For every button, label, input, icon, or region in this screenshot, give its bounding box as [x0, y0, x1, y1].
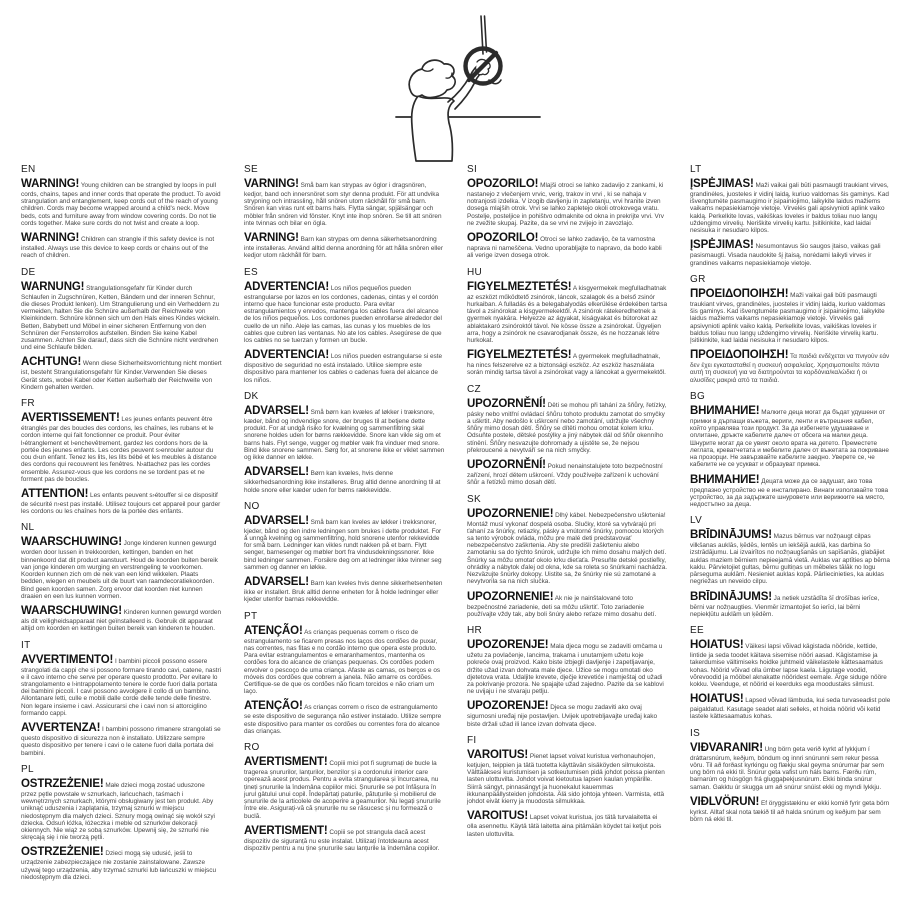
warning-title: WARNING! [21, 232, 80, 245]
warning-title: BRĪDINĀJUMS! [690, 529, 772, 542]
warning-paragraph [467, 749, 668, 805]
warning-paragraph [244, 232, 445, 259]
warning-body: I bambini possono rimanere strangolati se questo dispositivo di sicurezza non è installato. Utilizzare sempre questo dispositivo per tenere i cavi o le catene fuori dalla portata dei bambini. [21, 726, 221, 757]
warning-title: ADVARSEL! [244, 404, 309, 417]
warning-paragraph [690, 349, 891, 384]
warning-body: Jonge kinderen kunnen gewurgd worden door lussen in trekkoorden, kettingen, banden en het binnenkoord dat dit product aanstuurt. Houd de koorden buiten bereik van jonge kinderen om wurging en verstrengeling te voorkomen. Koorden kunnen zich om de nek van een kind wikkelen. Plaats bedden, wiegen en meubels uit de buurt van raamdecoratiekoorden. Bind geen koorden samen. Zorg ervoor dat koorden niet kunnen draaien en een lus kunnen vormen. [21, 540, 218, 600]
warning-body: Små barn kan kveles av løkker i trekksnorer, kjeder, bånd og den indre ledningen som brukes i dette produktet. For å unngå kvelning og sammenfiltring, hold snorene utenfor rekkevidde for små barn. Ledninger kan vikles rundt nakken på et barn. Flytt senger, barnesenger og møbler bort fra vindusdekningssnorer. Ikke bind ledninger sammen. Forsikre deg om at ledninger ikke tvinner seg sammen og danner en løkke. [244, 518, 442, 571]
warning-title: WARNUNG! [21, 280, 85, 293]
warning-paragraph [244, 405, 445, 461]
warning-title: ATENÇÃO! [244, 624, 303, 637]
warning-title: WAARSCHUWING! [21, 536, 122, 549]
language-section-es [244, 267, 445, 384]
warning-body: Ung börn geta verið kyrkt af lykkjum í dráttarsnúrum, keðjum, böndum og innri snúrunni sem rekur þessa vöru. Til að forðast kyrkingu og flækju skal geyma snúrurnar þar sem ung börn ná ekki til. Snúrur geta vafist um háls barns. Færðu rúm, barnarúm og húsgögn frá gluggaþekjusnúrum. Ekki binda snúrur saman. Gakktu úr skugga um að snúrur snúist ekki og myndi lykkju. [690, 745, 884, 791]
warning-title: AVVERTIMENTO! [21, 653, 114, 666]
language-code: EN [21, 164, 36, 175]
warning-title: AVERTISSEMENT! [21, 412, 120, 425]
warning-title: UPOZORNĚNÍ! [467, 397, 546, 410]
warning-paragraph [467, 810, 668, 837]
warning-title: ADVERTENCIA! [244, 280, 330, 293]
column-2 [244, 164, 445, 888]
column-4 [690, 164, 891, 888]
warning-paragraph [21, 654, 222, 718]
language-code: HR [467, 625, 483, 637]
warning-paragraph [244, 825, 445, 852]
warning-title: ĮSPĖJIMAS! [690, 178, 754, 190]
language-code: NL [21, 522, 35, 534]
warning-body: Wenn diese Sicherheitsvorrichtung nicht montiert ist, besteht Strangulationsgefahr für Kinder.Verwenden Sie dieses Gerät stets, wobei Kabel oder Ketten außerhalb der Reichweite von Kindern gehalten werden. [21, 360, 222, 391]
warning-paragraph [690, 474, 891, 509]
language-code: LT [690, 164, 702, 175]
warning-paragraph [21, 488, 222, 515]
language-section-hr [467, 625, 668, 728]
warning-body: Lapset voivat kuristua, jos tätä turvalaitetta ei olla asennettu. Käytä tätä laitetta aina pitämään köydet tai ketjut pois lasten ulottuvilta. [467, 814, 662, 838]
warning-body: Children can strangle if this safety device is not installed. Always use this device to keep cords or chains out of the reach of children. [21, 236, 215, 260]
language-code: PL [21, 763, 34, 775]
language-section-lv [690, 515, 891, 618]
language-code: RO [244, 742, 260, 754]
warning-paragraph [244, 700, 445, 735]
warning-paragraph [467, 281, 668, 345]
warning-title: FIGYELMEZTETÉS! [467, 280, 572, 293]
warning-body: Nesumontavus šio saugos įtaiso, vaikas gali pasismaugti. Visada naudokite šį įtaisą, norėdami laikyti virves ir grandines vaikams nepasiekiamoje vietoje. [690, 243, 881, 267]
warning-title: VARNING! [244, 232, 299, 245]
warning-title: HOIATUS! [690, 693, 744, 706]
warning-body: As crianças pequenas correm o risco de estrangulamento se ficarem presas nos laços dos cordões de puxar, nas correntes, nas fitas e no cordão interno que opera este produto. Para evitar estrangulamentos e emaranhamentos, mantenha os cordões fora do alcance de crianças pequenas. Os cordões podem envolver o pescoço de uma criança. Afaste as camas, os berços e os móveis dos cordões que cobrem a janela. Não amarre os cordões. Certifique-se de que os cordões não ficam torcidos e não criam um laço. [244, 628, 441, 696]
language-code: DE [21, 266, 36, 278]
warning-body: Mazus bērnus var nožņaugt cilpas vilkšanas auklās, ķēdēs, lentēs un iekšējā auklā, kas darbina šo izstrādājumu. Lai izvairītos no nožņaugšanās un sapīšanās, glabājiet auklas maziem bērniem nepieejamā vietā. Auklas var aptīties ap bērna kaklu. Pārvietojiet gultas, bērnu gultiņas un mēbeles tālāk no logu pārseguma auklām. Nesieniet auklas kopā. Pārliecinieties, ka auklas negriežas un neveido cilpu. [690, 533, 890, 586]
warning-paragraph [690, 742, 891, 791]
warning-paragraph [244, 349, 445, 384]
warning-paragraph [690, 796, 891, 823]
warning-body: As crianças correm o risco de estrangulamento se este dispositivo de segurança não estiver instalado. Utilize sempre este dispositivo para manter os cordões ou correntes fora do alcance das crianças. [244, 704, 442, 735]
warning-body: Børn kan kvæles, hvis denne sikkerhedsanordning ikke installeres. Brug altid denne anordning til at holde snore eller kæder uden for børns rækkevidde. [244, 470, 441, 494]
warning-body: Dzieci mogą się udusić, jeśli to urządzenie zabezpieczające nie zostanie zainstalowane. Zawsze używaj tego urządzenia, aby trzymać sznurki lub łańcuszki w miejscu niedostępnym dla dzieci. [21, 850, 216, 881]
warning-paragraph [21, 232, 222, 259]
language-section-no [244, 501, 445, 604]
language-section-sk [467, 494, 668, 619]
warning-paragraph [21, 281, 222, 352]
warning-title: ADVARSEL! [244, 576, 309, 589]
language-code: FI [467, 734, 477, 746]
warning-paragraph [467, 508, 668, 586]
language-section-is [690, 728, 891, 824]
warning-title: ADVARSEL! [244, 466, 309, 479]
warning-body: Ef öryggistækinu er ekki komið fyrir geta börn kyrkst. Alltaf skal nota tækið til að halda snúrum og keðjum þar sem börn ná ekki til. [690, 799, 890, 824]
language-section-nl [21, 522, 222, 632]
language-code: PT [244, 610, 258, 622]
warning-title: UPOZORENJE! [467, 639, 549, 652]
warning-body: Maži vaikai gali būti pasmaugti traukiant virves, grandinėles, juosteles ir vidinį laidą, kuriuo valdomas šis gaminys. Kad išvengtumėte pasmaugimo ir įsipainiojimo, laikykite laidus mažiems vaikams nepasiekiamoje vietoje. Virvelės gali apsivynioti aplink vaiko kaklą. Perkelkite lovas, vaikiškas loveles ir baldus toliau nuo langų uždengimo virvelių. Neriškite virvelių kartu. Įsitikinkite, kad laidai nesisuka ir nesudaro kilpos. [690, 291, 886, 344]
column-1 [21, 164, 222, 888]
warning-title: UPOZORNENIE! [467, 590, 554, 603]
warning-title: ĮSPĖJIMAS! [690, 239, 754, 252]
warning-paragraph [467, 349, 668, 376]
warning-body: Mala djeca mogu se zadaviti omčama u užetu za povlačenje, lancima, trakama i unutarnjem užetu koje pokreće ovaj proizvod. Kako biste izbjegli davljenje i zapetljavanje, držite užad izvan dohvata male djece. Užice se mogu omotati oko djetetova vrata. Udaljite krevete, dječje krevetiće i namještaj od užadi za pokrivanje prozora. Ne spajajte užad zajedno. Pazite da se kablovi ne uvijaju i ne stvaraju petlju. [467, 643, 664, 696]
language-code: FR [21, 398, 35, 410]
child-grabbing-window-cord-prohibition-icon [388, 14, 548, 162]
warning-body: Young children can be strangled by loops in pull cords, chains, tapes and inner cords that operate the product. To avoid strangulation and entanglement, keep cords out of the reach of young children. Cords may become wrapped around a child's neck. Move beds, cots and furniture away from window covering cords. Do not tie cords together. Make sure cords do not twist and create a loop. [21, 182, 221, 227]
warning-paragraph [467, 591, 668, 618]
warning-title: ATENÇÃO! [244, 700, 303, 713]
warning-body: Pienet lapset voivat kuristua verhonauhojen, ketjujen, teippien ja tätä tuotetta käyttävän sisäköyden silmukoista. Välttääksesi kuristumisen ja sotkeutumisen pidä johdot poissa pienten lasten ulottuvilta. Johdot voivat kietoutua lapsen kaulan ympärille. Siirrä sängyt, pinnasängyt ja huonekalut kauemmas ikkunanpäällysteiden johdoista. Älä sido johtoja yhteen. Varmista, että johdot eivät kierry ja muodosta silmukkaa. [467, 752, 665, 806]
warning-paragraph [244, 178, 445, 227]
warning-paragraph [244, 515, 445, 571]
language-code: HU [467, 266, 483, 278]
warning-body: Los niños pequeños pueden estrangularse por lazos en los cordones, cadenas, cintas y el cordón interno que hace funcionar este producto. Para evitar estrangulamientos y enredos, mantenga los cables fuera del alcance de los niños pequeños. Los cordones pueden enrollarse alrededor del cuello de un niño. Aleje las camas, las cunas y los muebles de los cables que cubren las ventanas. No ate los cables. Asegúrese de que los cables no se tuerzan y formen un bucle. [244, 284, 442, 344]
warning-paragraph [690, 693, 891, 720]
warning-body: Mlajši otroci se lahko zadavijo z zankami, ki nastanejo z vlečenjem vrvic, verig, trakov in vrvi , ki se nahaja v notranjosti izdelka. V izogib davljenju in zapletanju, vrvi hranite izven dosega mlajših otrok. Vrvi se lahko zapletejo okoli otrokovega vratu. Postelje, posteljice in pohištvo odmaknite od okna in prekrijte vrvi. Vrv ne zvežite skupaj. Pazite, da se vrvi ne zvijejo in zavozlajo. [467, 182, 664, 227]
column-3 [467, 164, 668, 888]
language-code: LV [690, 515, 703, 527]
language-section-hu [467, 267, 668, 377]
warning-title: BRĪDINĀJUMS! [690, 590, 772, 603]
warning-paragraph [690, 529, 891, 585]
warning-title: OPOZORILO! [467, 178, 539, 190]
warning-body: Copiii mici pot fi sugrumați de bucle la tragerea șnururilor, lanțurilor, benzilor și a cordonului interior care operează acest produs. Pentru a evita strangularea și încurcarea, nu țineți șnururile la îndemâna copiilor mici. Șnururile se pot înfășura în jurul gâtului unui copil. Îndepărtați paturile, pătuțurile și mobilierul de șnururile de la articolele de acoperire a geamurilor. Nu legați șnururile între ele. Asigurați-vă că șnururile nu se răsucesc și nu formează o buclă. [244, 760, 441, 820]
warning-title: ВНИМАНИЕ! [690, 404, 760, 417]
language-code: IS [690, 727, 701, 739]
warning-paragraph [244, 466, 445, 493]
language-section-it [21, 640, 222, 757]
warning-title: AVVERTENZA! [21, 722, 101, 735]
warning-title: OSTRZEŻENIE! [21, 777, 104, 790]
warning-paragraph [21, 178, 222, 227]
warning-body: Kinderen kunnen gewurgd worden als dit veiligheidsapparaat niet geïnstalleerd is. Gebruik dit apparaat altijd om koorden en kettingen buiten bereik van kinderen te houden. [21, 609, 222, 633]
warning-body: A gyermekek megfulladhatnak, ha nincs felszerelve ez a biztonsági eszköz. Az eszköz használata során mindig tartsa távol a zsinórokat vagy a láncokat a gyermekektől. [467, 353, 666, 377]
language-code: SE [244, 164, 258, 175]
warning-title: VAROITUS! [467, 748, 529, 761]
warning-title: UPOZORENJE! [467, 700, 549, 713]
language-section-pl [21, 764, 222, 881]
warning-body: Djeca se mogu zadaviti ako ovaj sigurnosni uređaj nije postavljen. Uvijek upotrebljavajte uređaj kako biste držali užad ili lance izvan dohvata djece. [467, 704, 658, 728]
warning-paragraph [690, 639, 891, 688]
warning-body: Малките деца могат да бъдат удушени от примки в дърпащи въжета, вериги, ленти и вътрешния кабел, който управлява този продукт. За да избегнете удушаване и оплитане, дръжте кабелите далеч от обсега на малки деца. Шнурите могат да се увият около врата на детето. Преместете леглата, креватчетата и мебелите далеч от въжетата за покриване на прозорци. Не завързвайте кабелите заедно. Уверете се, че кабелите не се усукват и образуват примка. [690, 408, 889, 469]
warning-paragraph [21, 536, 222, 600]
warning-title: OPOZORILO! [467, 232, 539, 245]
language-code: EE [690, 625, 704, 637]
warning-paragraph [244, 576, 445, 603]
warning-title: VARNING! [244, 178, 299, 190]
warning-title: WAARSCHUWING! [21, 605, 122, 618]
warning-paragraph [690, 239, 891, 266]
language-code: DK [244, 390, 259, 402]
warning-title: AVERTISMENT! [244, 756, 328, 769]
warning-body: Děti se mohou při tahání za šňůry, řetízky, pásky nebo vnitřní ovládací šňůru tohoto produktu zamotat do smyčky a uškrtit. Aby nedošlo k uškrcení nebo zamotání, udržujte všechny šňůry mimo dosah dětí. Šňůry se dítěti mohou omotat kolem krku. Odsuňte postele, dětské postýlky a jiný nábytek dál od šňůr okenního stínění. Šňůry nesvazujte dohromady a ujistěte se, že nejsou překroucené a nevytváří se na nich smyčky. [467, 401, 667, 454]
language-code: SI [467, 164, 478, 175]
warning-title: HOIATUS! [690, 639, 744, 652]
warning-title: ADVERTENCIA! [244, 349, 330, 362]
warning-body: Copiii se pot strangula dacă acest dispozitiv de siguranță nu este instalat. Utilizați întotdeauna acest dispozitiv pentru a nu ține șnururile sau lanțurile la îndemâna copiilor. [244, 828, 440, 852]
warning-title: ATTENTION! [21, 488, 89, 501]
warning-paragraph [21, 605, 222, 632]
warning-body: A kisgyermekek megfulladhatnak az eszközt működtető zsinórok, láncok, szalagok és a belső zsinór hurkaiban. A fulladás és a belegabalyodás elkerülése érdekében tartsa távol a zsinórokat a kisgyermekektől. A zsinórok rátekeredhetnek a gyermek nyakára. Helyezze az ágyakat, kiságyakat és bútorokat az ablaktakaró zsinóroktól távol. Ne kösse össze a zsinórokat. Ügyeljen arra, hogy a zsinórok ne csavarodjanak össze, és ne hozzanak létre hurkokat. [467, 284, 668, 344]
warning-body: Lapsed võivad lämbuda, kui seda turvaseadist pole paigaldatud. Kasutage seadet alati selleks, et hoida nöörid või ketid lastele kättesaamatus kohas. [690, 697, 891, 721]
warning-title: UPOZORNENIE! [467, 507, 554, 520]
language-section-si [467, 164, 668, 260]
warning-paragraph [467, 700, 668, 727]
warning-paragraph [690, 288, 891, 344]
language-section-lt [690, 164, 891, 267]
warning-paragraph [21, 412, 222, 483]
warning-paragraph [467, 232, 668, 259]
warning-body: Barn kan kveles hvis denne sikkerhetsenheten ikke er installert. Bruk alltid denne enheten for å holde ledninger eller kjeder utenfor barnas rekkevidde. [244, 580, 443, 604]
language-section-fr [21, 398, 222, 515]
warning-title: WARNING! [21, 178, 80, 190]
warning-paragraph [21, 356, 222, 391]
language-code: NO [244, 500, 260, 512]
prohibition-slash [469, 53, 496, 80]
warning-title: ΠΡΟΕΙΔΟΠΟΙΗΣΗ! [690, 349, 789, 362]
language-code: ES [244, 266, 258, 278]
warning-title: FIGYELMEZTETÉS! [467, 349, 572, 362]
warning-body: Ja netiek uzstādīta šī drošības ierīce, bērni var nožņaugties. Vienmēr izmantojiet šo ierīci, lai bērni nepiekļūtu auklām un ķēdēm. [690, 594, 880, 618]
warning-body: Децата може да се задушат, ако това предпазно устройство не е инсталирано. Винаги използвайте това устройство, за да задържате шнуровете или верижките на място, недостъпно за деца. [690, 477, 889, 508]
warning-paragraph [690, 405, 891, 469]
warning-title: UPOZORNĚNÍ! [467, 459, 546, 472]
warning-body: Strangulationsgefahr für Kinder durch Schlaufen in Zugschnüren, Ketten, Bändern und der inneren Schnur, die dieses Produkt lenken). Um Strangulierung und ein Verheddern zu vermeiden, halten Sie die Schnüre außerhalb der Reichweite von Kleinkindern. Schnüre können sich um den Hals eines Kindes wickeln. Betten, Babybett und Möbel in einer sicheren Entfernung von den Schnüren der Fensterrollos aufstellen. Binden Sie keine Kabel zusammen. Achten Sie darauf, dass sich die Schnüre nicht verdrehen und eine Schlaufe bilden. [21, 284, 220, 352]
warning-paragraph [690, 178, 891, 234]
language-section-ee [690, 625, 891, 721]
language-section-dk [244, 391, 445, 494]
warning-body: I bambini piccoli possono essere strangolati da cappi che si possono formare tirando cavi, catene, nastri e il cavo interno che serve per operare questo prodotto. Per evitare lo strangolamento e l›intrappolamento tenere le corde fuori dalla portata dei bambini piccoli. I cavi possono avvolgere il collo di un bambino. Allontanare letti, culle e mobili dalle corde delle tende delle finestre. Non legare insieme i cavi. Assicurarsi che i cavi non si attorciglino formando cappi. [21, 657, 221, 717]
warning-title: ACHTUNG! [21, 356, 82, 369]
warning-body: Les jeunes enfants peuvent être étranglés par des boucles des cordons, les chaînes, les rubans et le cordon interne qui fait fonctionner ce produit. Pour éviter l›étranglement et l›enchevêtrement, gardez les cordons hors de la portée des jeunes enfants. Les cordes peuvent s›enrouler autour du cou d›un enfant. Tenez les lits, les lits bébé et les meubles à distance des cordons qui recouvrent les fenêtres. N›attachez pas les cordes ensemble. Assurez-vous que les cordons ne se tordent pas et ne forment pas de boucles. [21, 416, 217, 483]
child-torso [412, 96, 454, 161]
warning-title: OSTRZEŻENIE! [21, 846, 104, 859]
language-section-bg [690, 391, 891, 508]
warning-paragraph [467, 459, 668, 486]
language-code: GR [690, 273, 706, 285]
warning-columns [21, 164, 891, 888]
warning-title: VIÐLVÖRUN! [690, 795, 760, 808]
warning-body: Väikesi lapsi võivad kägistada nööride, kettide, lintide ja seda toodet käitava sisemise nööri aasad. Kägistamise ja takerdumise vältimiseks hoidke juhtmeid väikelastele kättesaamatus kohas. Nöörid võivad olla ümber lapse kaela. Liigutage voodid, võrevoodid ja mööbel aknakatte nööridest eemale. Ärge siduge nööre kokku. Veenduge, et nöörid ei keerduks ega moodustaks silmust. [690, 643, 887, 688]
warning-paragraph [244, 625, 445, 696]
warning-body: Małe dzieci mogą zostać uduszone przez pętle powstałe w sznurkach, łańcuchach, taśmach i wewnętrznych sznurkach, którymi obsługiwany jest ten produkt. Aby uniknąć uduszenia i zaplątania, trzymaj sznurki w miejscu niedostępnym dla małych dzieci. Sznury mogą owinąć się wokół szyi dziecka. Odsuń łóżka, łóżeczka i meble od sznurków dekoracji okiennych. Nie wiąż ze sobą sznurków. Upewnij się, że sznurki nie skręcają się i nie tworzą pętli. [21, 781, 215, 842]
language-section-pt [244, 611, 445, 736]
language-section-de [21, 267, 222, 392]
warning-title: VAROITUS! [467, 810, 529, 823]
language-section-fi [467, 735, 668, 838]
language-code: CZ [467, 383, 481, 395]
warning-body: Los niños pueden estrangularse si este dispositivo de seguridad no está instalado. Utilice siempre este dispositivo para mantener los cables o cadenas fuera del alcance de los niños. [244, 353, 443, 384]
language-section-gr [690, 274, 891, 384]
warning-body: Maži vaikai gali būti pasmaugti traukiant virves, grandinėles, juosteles ir vidinį laidą, kuriuo valdomas šis gaminys. Kad išvengtumėte pasmaugimo ir įsipainiojimo, laikykite laidus mažiems vaikams nepasiekiamoje vietoje. Virvelės gali apsivynioti aplink vaiko kaklą. Perkelkite lovas, vaikiškas loveles ir baldus toliau nuo langų uždengimo virvelių. Neriškite virvelių kartu. Įsitikinkite, kad laidai nesisuka ir nesudaro kilpos. [690, 182, 889, 235]
language-section-en [21, 164, 222, 260]
warning-body: Les enfants peuvent s›étouffer si ce dispositif de sécurité n›est pas installé. Utilisez toujours cet appareil pour garder les cordons ou les chaînes hors de la portée des enfants. [21, 492, 221, 516]
warning-body: Otroci se lahko zadavijo, če ta varnostna naprava ni nameščena. Vedno uporabljajte to napravo, da bodo kabli ali verige izven dosega otrok. [467, 236, 662, 260]
warning-body: Ak nie je nainštalované toto bezpečnostné zariadenie, deti sa môžu uškrtiť. Toto zariadenie používajte vždy tak, aby boli šnúry alebo reťaze mimo dosahu detí. [467, 594, 657, 618]
warning-title: ВНИМАНИЕ! [690, 473, 760, 486]
language-section-cz [467, 384, 668, 487]
language-section-se [244, 164, 445, 260]
warning-body: Τα παιδιά ενδέχεται να πνιγούν εάν δεν έχει εγκατασταθεί η συσκευή ασφαλείας. Χρησιμοποιείτε πάντα αυτή τη συσκευή για να διατηρούνται τα κορδόνια/καλώδια ή οι αλυσίδες μακριά από τα παιδιά. [690, 353, 890, 384]
warning-body: Barn kan strypas om denna säkerhetsanordning inte installeras. Använd alltid denna anordning för att hålla snören eller kedjor utom räckhåll för barn. [244, 236, 443, 260]
warning-paragraph [21, 846, 222, 881]
warning-paragraph [467, 178, 668, 227]
warning-body: Pokud nenainstalujete toto bezpečnostní zařízení, hrozí dětem uškrcení. Vždy používejte zařízení k uchování šňůr a řetízků mimo dosah dětí. [467, 463, 663, 487]
warning-title: VIÐVARANIR! [690, 741, 763, 754]
language-code: BG [690, 390, 706, 402]
warning-body: Dlhý kábel. Nebezpečenstvo uškrtenia! Montáž musí vykonať dospelá osoba. Slučky, ktoré sa vytvárajú pri ťahaní za šnúrky, retiazky, pásky a vnútorné šnúrky, pomocou ktorých sa tento výrobok ovláda, môžu pre malé deti predstavovať nebezpečenstvo zaškrtenia. Aby ste predišli zaškrteniu alebo zamotaniu sa do týchto šnúrok, udržujte ich mimo dosahu malých detí. Šnúrky sa môžu omotať okolo krku dieťaťa. Presuňte detské postieľky, ohrádky a nábytok ďalej od okna, kde sa roleta so šnúrkami nachádza. Nezväzujte šnúrky dokopy. Uistite sa, že šnúrky nie sú zamotané a nevytvorila sa na nich slučka. [467, 511, 668, 586]
warning-title: AVERTISMENT! [244, 824, 328, 837]
warning-paragraph [244, 281, 445, 345]
warning-paragraph [21, 778, 222, 842]
warning-title: ΠΡΟΕΙΔΟΠΟΙΗΣΗ! [690, 287, 789, 300]
warning-paragraph [21, 722, 222, 757]
warning-body: Små barn kan strypas av öglor i dragsnören, kedjor, band och innersnöret som styr denna produkt. För att undvika strypning och intrassling, håll snören utom räckhåll för små barn. Snören kan viras runt ett barns hals. Flytta sängar, spjälsängar och möbler från snören vid fönster. Knyt inte ihop snören. Se till att snören inte tvinnas och bilar en ögla. [244, 182, 442, 227]
warning-paragraph [467, 398, 668, 454]
language-code: SK [467, 493, 481, 505]
language-section-ro [244, 742, 445, 852]
warning-paragraph [467, 639, 668, 695]
warning-paragraph [244, 756, 445, 820]
warning-title: ADVARSEL! [244, 514, 309, 527]
language-code: IT [21, 639, 31, 651]
warning-paragraph [690, 591, 891, 618]
warning-body: Små børn kan kvæles af løkker i træksnore, kæder, bånd og indvendige snore, der bruges til at betjene dette produkt. For at undgå risiko for kvælning og sammenfiltring skal snorene holdes uden for børns rækkevidde. Snore kan vikle sig om et barns hals. Flyt senge, vugger og møbler væk fra vinduer med snore. Bind ikke snorene sammen. Sørg for, at snorene ikke er viklet sammen og ikke danner en løkke. [244, 408, 445, 462]
